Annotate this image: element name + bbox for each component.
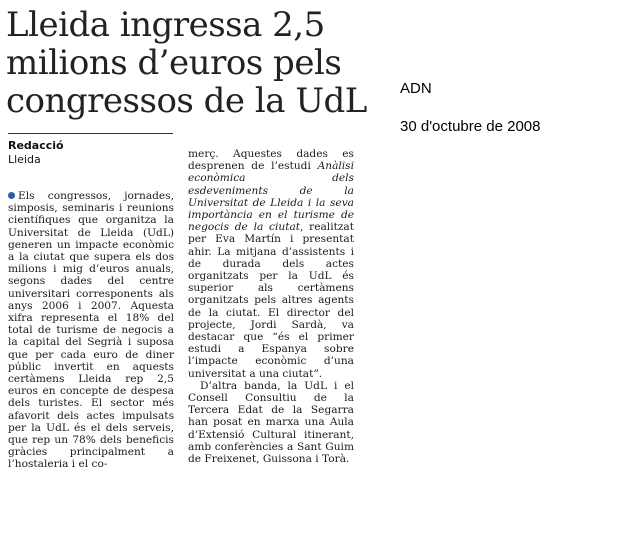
- column-2-paragraph-1: [188, 148, 354, 380]
- column-2-text-b: , realitzat per Eva Martín i presentat ahir. La mitjana d’assistents i de durada dels actes organitzats per la UdL és superior als certàmens organitzats pels altres agents de la ciutat. El director del projecte, Jordi Sardà, va destacar que “és el primer estudi a Espanya sobre l’impacte econòmic d’una universitat a una ciutat”.: [188, 221, 354, 380]
- bullet-icon: [8, 192, 15, 199]
- headline-line-3: congressos de la UdL: [6, 81, 367, 121]
- headline-line-2: milions d’euros pels: [6, 43, 342, 83]
- byline-divider: [8, 133, 173, 134]
- column-1-text: Els congressos, jornades, simposis, seminaris i reunions científiques que organitza la Universitat de Lleida (UdL) generen un impacte econòmic a la ciutat que supera els dos milions i mig d’euros anuals, segons dades del centre universitari corresponents als anys 2006 i 2007. Aquesta xifra representa el 18% del total de turisme de negocis a la capital del Segrià i suposa que per cada euro de diner públic invertit en aquests certàmens Lleida rep 2,5 euros en concepte de despesa dels turistes. El sector més afavorit dels actes impulsats per la UdL és el dels serveis, que rep un 78% dels beneficis gràcies principalment a l’hostaleria i el co-: [8, 190, 174, 471]
- headline-line-1: Lleida ingressa 2,5: [6, 5, 325, 45]
- column-2-text-a: merç. Aquestes dades es desprenen de l’estudi: [188, 148, 354, 173]
- byline-author: Redacció: [8, 139, 64, 152]
- article-column-2: [188, 148, 354, 465]
- column-1-paragraph: [8, 190, 174, 471]
- article-column-1: [8, 190, 174, 471]
- study-title: Anàlisi econòmica dels esdeveniments de la Universitat de Lleida i la seva importància en el turisme de negocis de la ciutat: [188, 160, 354, 234]
- date-label: 30 d'octubre de 2008: [400, 118, 541, 135]
- source-label: ADN: [400, 80, 432, 97]
- column-2-paragraph-2: D’altra banda, la UdL i el Consell Consultiu de la Tercera Edat de la Segarra han posat en marxa una Aula d’Extensió Cultural itinerant, amb conferències a Sant Guim de Freixenet, Guissona i Torà.: [188, 379, 354, 466]
- headline: [6, 6, 376, 120]
- byline: [8, 139, 64, 167]
- byline-place: Lleida: [8, 153, 41, 166]
